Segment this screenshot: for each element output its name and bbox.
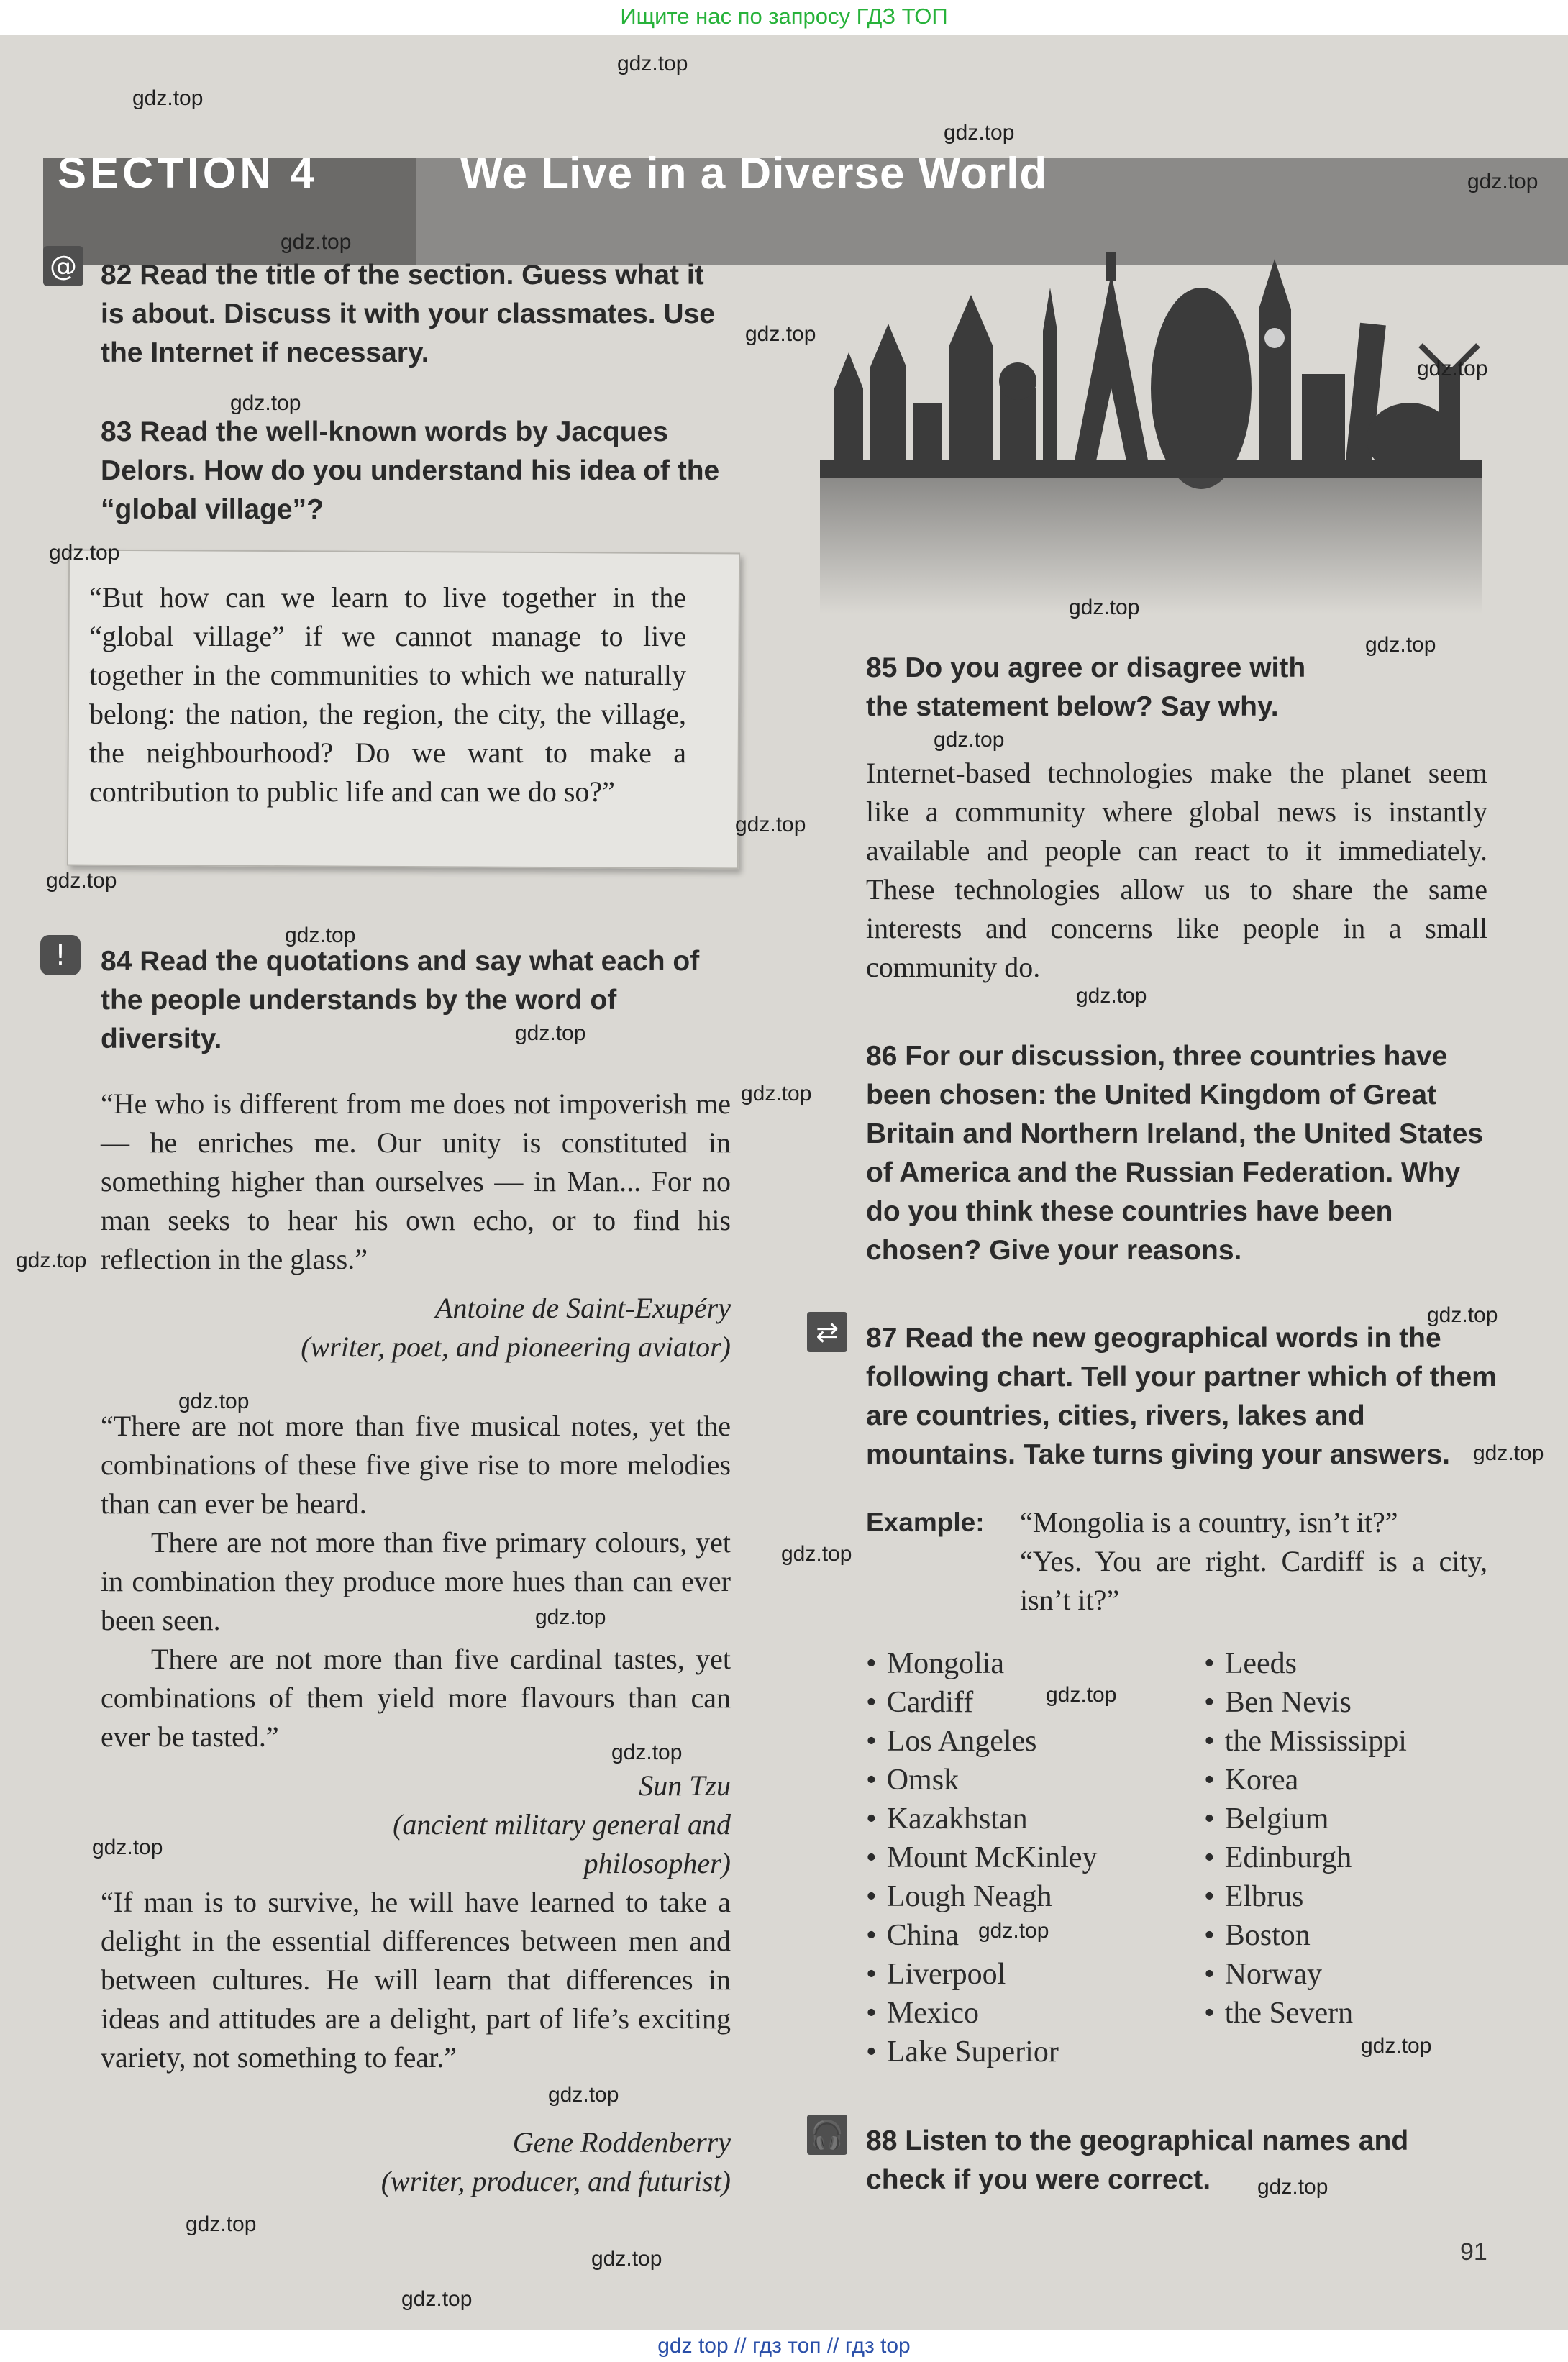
example-line-2: “Yes. You are right. Cardiff is a city, isn’t it?” xyxy=(1020,1545,1487,1616)
list-item: • Liverpool xyxy=(866,1955,1098,1994)
watermark: gdz.top xyxy=(1365,633,1436,657)
watermark: gdz.top xyxy=(46,869,117,893)
list-item: • Los Angeles xyxy=(866,1722,1098,1761)
watermark: gdz.top xyxy=(591,2247,662,2271)
list-item: • Edinburgh xyxy=(1204,1838,1407,1877)
at-sign-icon: @ xyxy=(43,246,83,286)
watermark: gdz.top xyxy=(1427,1303,1498,1327)
list-item: • Cardiff xyxy=(866,1683,1098,1722)
watermark: gdz.top xyxy=(735,813,806,836)
task-83: 83 Read the well-known words by Jacques Delors. How do you understand his idea of the “global village”? xyxy=(101,416,720,525)
author-sun-tzu-name: Sun Tzu xyxy=(639,1769,731,1802)
list-item: • Korea xyxy=(1204,1761,1407,1800)
list-item: • Mount McKinley xyxy=(866,1838,1098,1877)
watermark: gdz.top xyxy=(611,1741,683,1764)
quote-sun-tzu-p1: “There are not more than five musical notes, yet the combinations of these five give rise to more melodies than can ever be heard. xyxy=(101,1410,731,1520)
task-88: 88 Listen to the geographical names and check if you were correct. xyxy=(866,2125,1409,2195)
watermark: gdz.top xyxy=(1417,357,1488,380)
author-roddenberry: Gene Roddenberry xyxy=(512,2126,731,2158)
role-saint-exupery: (writer, poet, and pioneering aviator) xyxy=(301,1331,731,1363)
headphones-icon: 🎧 xyxy=(807,2115,847,2155)
task-84: 84 Read the quotations and say what each of the people understands by the word of diversity. xyxy=(101,946,700,1054)
watermark: gdz.top xyxy=(285,924,356,947)
watermark: gdz.top xyxy=(548,2083,619,2107)
footer-banner[interactable]: gdz top // гдз топ // гдз top xyxy=(0,2330,1568,2362)
watermark: gdz.top xyxy=(934,728,1005,752)
list-item: • Leeds xyxy=(1204,1644,1407,1683)
task-87: 87 Read the new geographical words in the following chart. Tell your partner which of them are countries, cities, rivers, lakes and mountains. Take turns giving your answers. xyxy=(866,1323,1497,1470)
list-item: • Mongolia xyxy=(866,1644,1098,1683)
role-sun-tzu: (ancient military general and philosopher) xyxy=(393,1808,731,1879)
watermark: gdz.top xyxy=(178,1390,250,1413)
quote-sun-tzu-p3: There are not more than five cardinal tastes, yet combinations of them yield more flavours than can ever be tasted.” xyxy=(101,1643,731,1753)
list-item: • Mexico xyxy=(866,1994,1098,2033)
list-item: • the Mississippi xyxy=(1204,1722,1407,1761)
watermark: gdz.top xyxy=(1076,984,1147,1008)
author-sun-tzu xyxy=(101,1766,731,1805)
landmarks-skyline-illustration xyxy=(820,245,1482,619)
watermark: gdz.top xyxy=(1361,2034,1432,2058)
watermark: gdz.top xyxy=(49,541,120,565)
quote-sun-tzu-p2: There are not more than five primary colours, yet in combination they produce more hues than can ever been seen. xyxy=(101,1526,731,1636)
page-number: 91 xyxy=(1460,2238,1487,2266)
swap-icon: ⇄ xyxy=(807,1312,847,1352)
places-list-2 xyxy=(1204,1644,1407,2033)
list-item: • Lough Neagh xyxy=(866,1877,1098,1916)
list-item: • Kazakhstan xyxy=(866,1800,1098,1838)
watermark: gdz.top xyxy=(978,1919,1049,1943)
list-item: • Belgium xyxy=(1204,1800,1407,1838)
watermark: gdz.top xyxy=(1069,596,1140,619)
watermark: gdz.top xyxy=(745,322,816,346)
watermark: gdz.top xyxy=(1257,2175,1328,2199)
watermark: gdz.top xyxy=(1467,170,1539,193)
delors-quote: “But how can we learn to live together in the “global village” if we cannot manage to live together in the communities to which we naturally belong: the nation, the region, the city, the village, the neighbourhood? Do we want to make a contribution to public life and can we do so?” xyxy=(89,581,686,808)
task-86: 86 For our discussion, three countries have been chosen: the United Kingdom of Great Britain and Northern Ireland, the United States of America and the Russian Federation. Why do you think these countries have been chosen? Give your reasons. xyxy=(866,1041,1484,1266)
places-list-1 xyxy=(866,1644,1098,2071)
list-item: • Elbrus xyxy=(1204,1877,1407,1916)
watermark: gdz.top xyxy=(515,1021,586,1045)
watermark: gdz.top xyxy=(401,2287,473,2311)
statement-85: Internet-based technologies make the planet seem like a community where global news is instantly available and people can react to it immediately. These technologies allow us to share the same interests and concerns like people in a small community do. xyxy=(866,757,1487,983)
search-banner[interactable]: Ищите нас по запросу ГДЗ ТОП xyxy=(0,0,1568,35)
watermark: gdz.top xyxy=(535,1605,606,1629)
example-label: Example: xyxy=(866,1508,985,1537)
list-item: • Ben Nevis xyxy=(1204,1683,1407,1722)
task-85: 85 Do you agree or disagree with the statement below? Say why. xyxy=(866,652,1306,722)
role-roddenberry: (writer, producer, and futurist) xyxy=(380,2165,731,2197)
section-title: We Live in a Diverse World xyxy=(460,149,1048,199)
watermark: gdz.top xyxy=(781,1542,852,1566)
watermark: gdz.top xyxy=(186,2212,257,2236)
watermark: gdz.top xyxy=(92,1836,163,1859)
watermark: gdz.top xyxy=(16,1249,87,1272)
list-item: • Norway xyxy=(1204,1955,1407,1994)
list-item: • China xyxy=(866,1916,1098,1955)
list-item: • the Severn xyxy=(1204,1994,1407,2033)
watermark: gdz.top xyxy=(1046,1683,1117,1707)
section-number: SECTION 4 xyxy=(58,149,318,197)
exclamation-icon: ! xyxy=(40,935,81,975)
quote-saint-exupery: “He who is different from me does not impoverish me — he enriches me. Our unity is constituted in something higher than ourselves — in Man... For no man seeks to hear his own echo, or to find his reflection in the glass.” xyxy=(101,1087,731,1275)
list-item: • Omsk xyxy=(866,1761,1098,1800)
list-item: • Boston xyxy=(1204,1916,1407,1955)
quote-roddenberry: “If man is to survive, he will have learned to take a delight in the essential differences between men and between cultures. He will learn that differences in ideas and attitudes are a delight, part of life’s exciting variety, not something to fear.” xyxy=(101,1886,731,2074)
watermark: gdz.top xyxy=(1473,1441,1544,1465)
task-82: 82 Read the title of the section. Guess what it is about. Discuss it with your classmates. Use the Internet if necessary. xyxy=(101,260,715,368)
watermark: gdz.top xyxy=(281,230,352,254)
watermark: gdz.top xyxy=(741,1082,812,1105)
watermark: gdz.top xyxy=(230,391,301,415)
watermark: gdz.top xyxy=(617,52,688,76)
author-saint-exupery: Antoine de Saint-Exupéry xyxy=(435,1292,731,1324)
watermark: gdz.top xyxy=(944,121,1015,145)
example-line-1: “Mongolia is a country, isn’t it?” xyxy=(1020,1506,1398,1538)
watermark: gdz.top xyxy=(132,86,204,110)
list-item: • Lake Superior xyxy=(866,2033,1098,2071)
